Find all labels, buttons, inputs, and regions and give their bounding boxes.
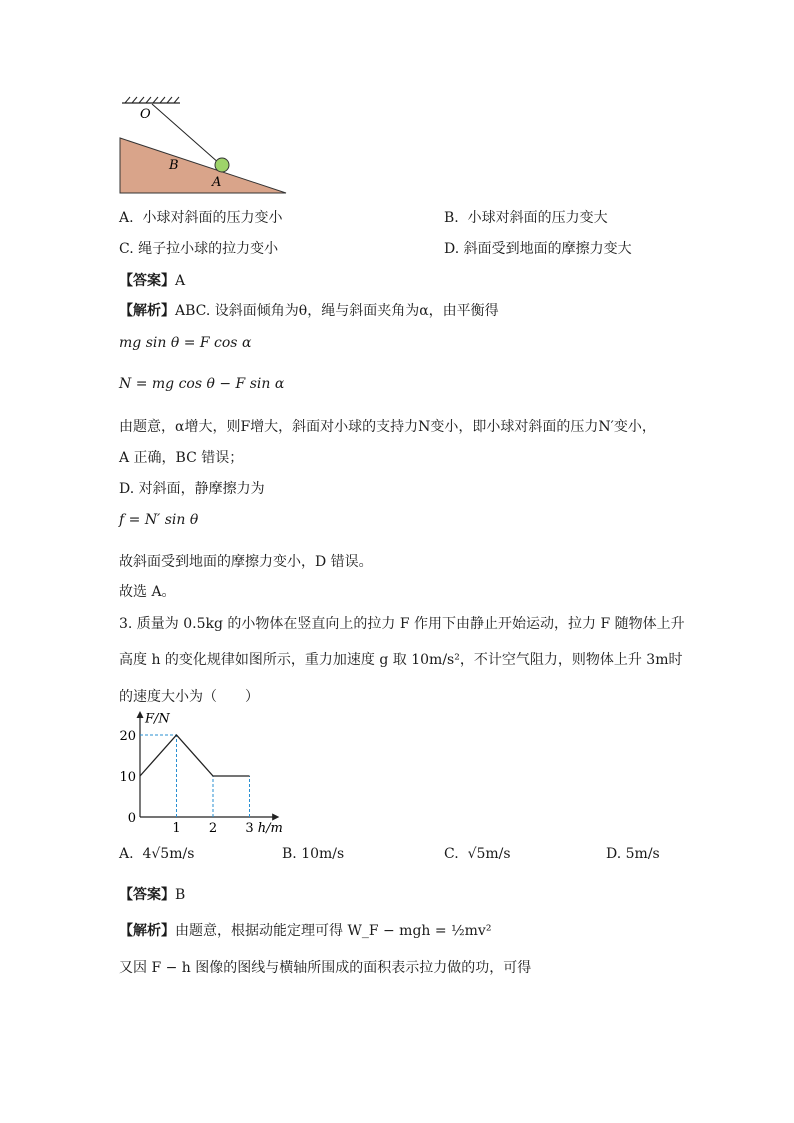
q2-analysis-line3: A 正确，BC 错误； <box>119 450 244 466</box>
x-tick-label: 2 <box>208 821 218 835</box>
analysis-label: 【解析】 <box>119 303 175 319</box>
x-tick-label: 3 <box>245 821 254 835</box>
ball <box>215 158 229 172</box>
force-height-chart <box>110 705 300 835</box>
q2-option-b: B. 小球对斜面的压力变大 <box>444 210 608 226</box>
q3-option-c: C. √5m/s <box>444 846 511 862</box>
x-tick-label: 1 <box>172 821 181 835</box>
label-O: O <box>140 107 151 122</box>
q3-analysis-line2: 又因 F − h 图像的图线与横轴所围成的面积表示拉力做的功，可得 <box>119 960 532 976</box>
answer-label: 【答案】 <box>119 887 175 903</box>
q2-option-d: D. 斜面受到地面的摩擦力变大 <box>444 241 632 257</box>
q3-option-b: B. 10m/s <box>282 846 345 862</box>
q3-stem-line2: 高度 h 的变化规律如图所示，重力加速度 g 取 10m/s²，不计空气阻力，则物体上升 3m时 <box>119 652 683 668</box>
q2-analysis-line1: 【解析】ABC. 设斜面倾角为θ，绳与斜面夹角为α，由平衡得 <box>119 303 499 319</box>
y-tick-label: 0 <box>127 811 136 826</box>
q3-analysis-line1: 【解析】由题意，根据动能定理可得 W_F − mgh = ½mv² <box>119 923 492 939</box>
label-B: B <box>169 158 179 173</box>
q2-answer: 【答案】A <box>119 273 186 289</box>
q3-option-d: D. 5m/s <box>606 846 660 862</box>
q2-analysis-line2: 由题意，α增大，则F增大，斜面对小球的支持力N变小，即小球对斜面的压力N′变小， <box>119 419 656 435</box>
q3-answer: 【答案】B <box>119 887 186 903</box>
q3-option-a: A. 4√5m/s <box>119 846 195 862</box>
analysis-label: 【解析】 <box>119 923 175 939</box>
q2-equation-3: f = N′ sin θ <box>119 512 199 528</box>
answer-label: 【答案】 <box>119 273 175 289</box>
q3-stem-line1: 3. 质量为 0.5kg 的小物体在竖直向上的拉力 F 作用下由静止开始运动，拉力 F 随物体上升 <box>119 616 685 632</box>
q2-option-a: A. 小球对斜面的压力变小 <box>119 210 283 226</box>
y-tick-label: 10 <box>119 770 136 785</box>
q2-equation-1: mg sin θ = F cos α <box>119 335 252 351</box>
q2-analysis-line5: 故斜面受到地面的摩擦力变小，D 错误。 <box>119 554 373 570</box>
q2-conclusion: 故选 A。 <box>119 584 176 600</box>
label-A: A <box>212 175 222 190</box>
y-tick-label: 20 <box>119 729 136 744</box>
q2-option-c: C. 绳子拉小球的拉力变小 <box>119 241 279 257</box>
series-line <box>140 735 250 776</box>
q2-equation-2: N = mg cos θ − F sin α <box>119 376 285 392</box>
incline-block <box>120 138 286 193</box>
y-axis-label: F/N <box>145 711 170 727</box>
incline-figure <box>110 95 300 200</box>
x-axis-label: h/m <box>257 821 283 835</box>
q3-stem-line3: 的速度大小为（ ） <box>119 689 259 705</box>
q2-analysis-line4: D. 对斜面，静摩擦力为 <box>119 481 265 497</box>
